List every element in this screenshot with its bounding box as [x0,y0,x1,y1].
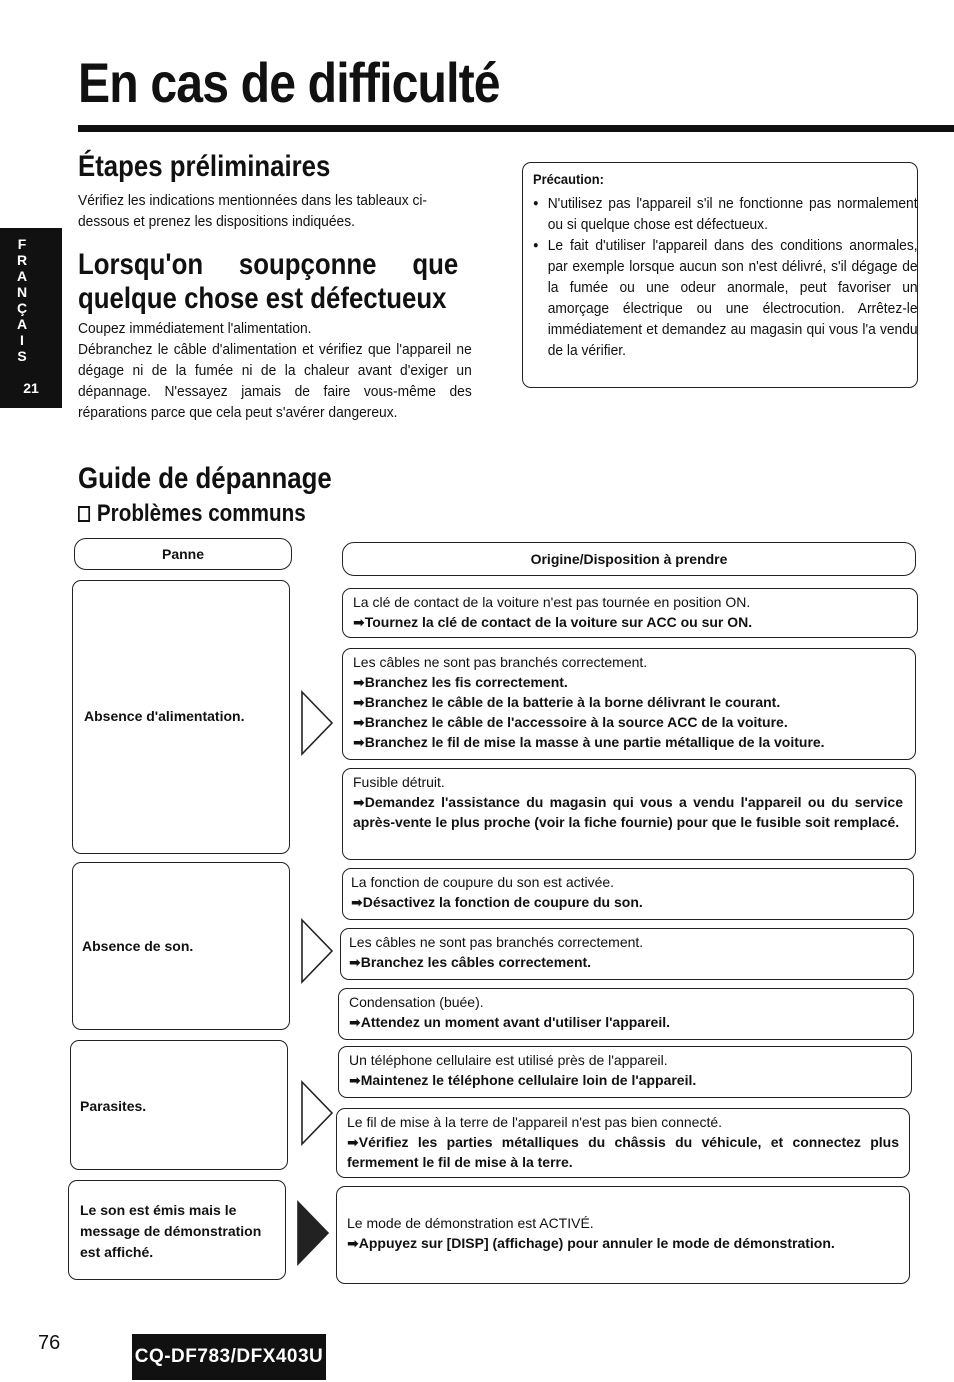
triangle-arrow-icon [300,1080,334,1146]
fix-text: ➡Maintenez le téléphone cellulaire loin de l'appareil. [349,1072,697,1088]
language-tab-page: 21 [23,380,39,396]
section-heading-guide: Guide de dépannage [78,462,332,495]
cause-box [340,928,914,980]
panne-label: Absence d'alimentation. [84,708,245,724]
cause-box [342,768,916,860]
triangle-arrow-icon [300,690,334,756]
cause-text: Fusible détruit. [353,774,445,790]
section-heading-preliminaires: Étapes préliminaires [78,150,331,183]
language-letter: R [16,252,28,268]
page-number: 76 [38,1332,61,1354]
language-letter: Ç [16,300,28,316]
section-text-line: Débranchez le câble d'alimentation et vérifiez que l'appareil ne dégage ni de la fumée ni de la chaleur avant d'exiger un dépannage. N'essayez jamais de faire vous-même des réparations parce que cela peut s'avérer dangereux. [78,341,472,421]
panne-label: Le son est émis mais le message de démonstration est affiché. [80,1202,262,1260]
cause-box [338,988,914,1040]
panne-label: Parasites. [80,1098,147,1114]
fix-text: ➡Branchez le fil de mise la masse à une partie métallique de la voiture. [353,734,825,750]
subheading-problems [78,500,306,528]
cause-text: Le mode de démonstration est ACTIVÉ. [347,1215,594,1231]
precaution-box [522,162,918,388]
cause-box [342,868,914,920]
cause-box [342,648,916,760]
fix-text: ➡Désactivez la fonction de coupure du son. [351,894,643,910]
fix-text: ➡Branchez les fis correctement. [353,674,568,690]
language-letter: F [17,236,27,252]
cause-text: La fonction de coupure du son est activée. [351,874,615,890]
section-text-defectueux [78,318,472,423]
language-letter: A [16,268,28,284]
precaution-list [533,193,918,361]
fix-text: ➡Branchez le câble de l'accessoire à la source ACC de la voiture. [353,714,788,730]
language-letter: N [16,284,28,300]
subheading-text: Problèmes communs [96,500,306,527]
cause-text: Condensation (buée). [349,994,484,1010]
section-heading-defectueux-line1: Lorsqu'on soupçonne que [78,248,459,281]
fix-text: ➡Vérifiez les parties métalliques du châssis du véhicule, et connectez plus fermement le fil de mise à la terre. [347,1134,899,1170]
cause-text: La clé de contact de la voiture n'est pas tournée en position ON. [353,594,751,610]
panne-label: Absence de son. [82,938,194,954]
column-header-origine: Origine/Disposition à prendre [342,542,916,576]
section-text-line: Coupez immédiatement l'alimentation. [78,320,312,337]
cause-text: Les câbles ne sont pas branchés correctement. [349,934,644,950]
fix-text: ➡Demandez l'assistance du magasin qui vous a vendu l'appareil ou du service après-vente le plus proche (voir la fiche fournie) pour que le fusible soit remplacé. [353,794,903,830]
triangle-arrow-icon [300,918,334,984]
language-tab [0,228,62,408]
precaution-item: ● Le fait d'utiliser l'appareil dans des conditions anormales, par exemple lorsque aucun son n'est délivré, s'il dégage de la fumée ou une odeur anormale, peut favoriser un amorçage électrique ou une électrocution. Arrêtez-le immédiatement et demandez au magasin qui vous l'a vendu de la vérifier. [533,235,918,361]
section-text-preliminaires: Vérifiez les indications mentionnées dans les tableaux ci-dessous et prenez les dispositions indiquées. [78,192,428,230]
fix-text: ➡Branchez les câbles correctement. [349,954,592,970]
cause-box [338,1046,912,1098]
page-title: En cas de difficulté [78,51,500,114]
checkbox-icon [78,506,90,522]
language-letter: I [20,332,24,348]
title-rule [78,125,954,132]
fix-text: ➡Tournez la clé de contact de la voiture sur ACC ou sur ON. [353,614,753,630]
language-letter: S [17,348,27,364]
fix-text: ➡Branchez le câble de la batterie à la borne délivrant le courant. [353,694,781,710]
cause-text: Un téléphone cellulaire est utilisé près de l'appareil. [349,1052,668,1068]
precaution-title: Précaution: [533,171,604,187]
fix-text: ➡Attendez un moment avant d'utiliser l'appareil. [349,1014,670,1030]
precaution-item: ● N'utilisez pas l'appareil s'il ne fonctionne pas normalement ou si quelque chose est défectueux. [533,193,918,235]
cause-box [336,1186,910,1284]
section-heading-defectueux-line2: quelque chose est défectueux [78,282,447,315]
column-header-panne: Panne [74,538,292,570]
cause-text: Le fil de mise à la terre de l'appareil n'est pas bien connecté. [347,1114,723,1130]
language-letter: A [16,316,28,332]
language-letters [0,236,44,364]
cause-text: Les câbles ne sont pas branchés correctement. [353,654,648,670]
triangle-arrow-filled-icon [296,1200,330,1266]
model-label: CQ-DF783/DFX403U [132,1334,326,1380]
cause-box [336,1108,910,1178]
cause-box [342,588,918,638]
fix-text: ➡Appuyez sur [DISP] (affichage) pour annuler le mode de démonstration. [347,1235,835,1251]
